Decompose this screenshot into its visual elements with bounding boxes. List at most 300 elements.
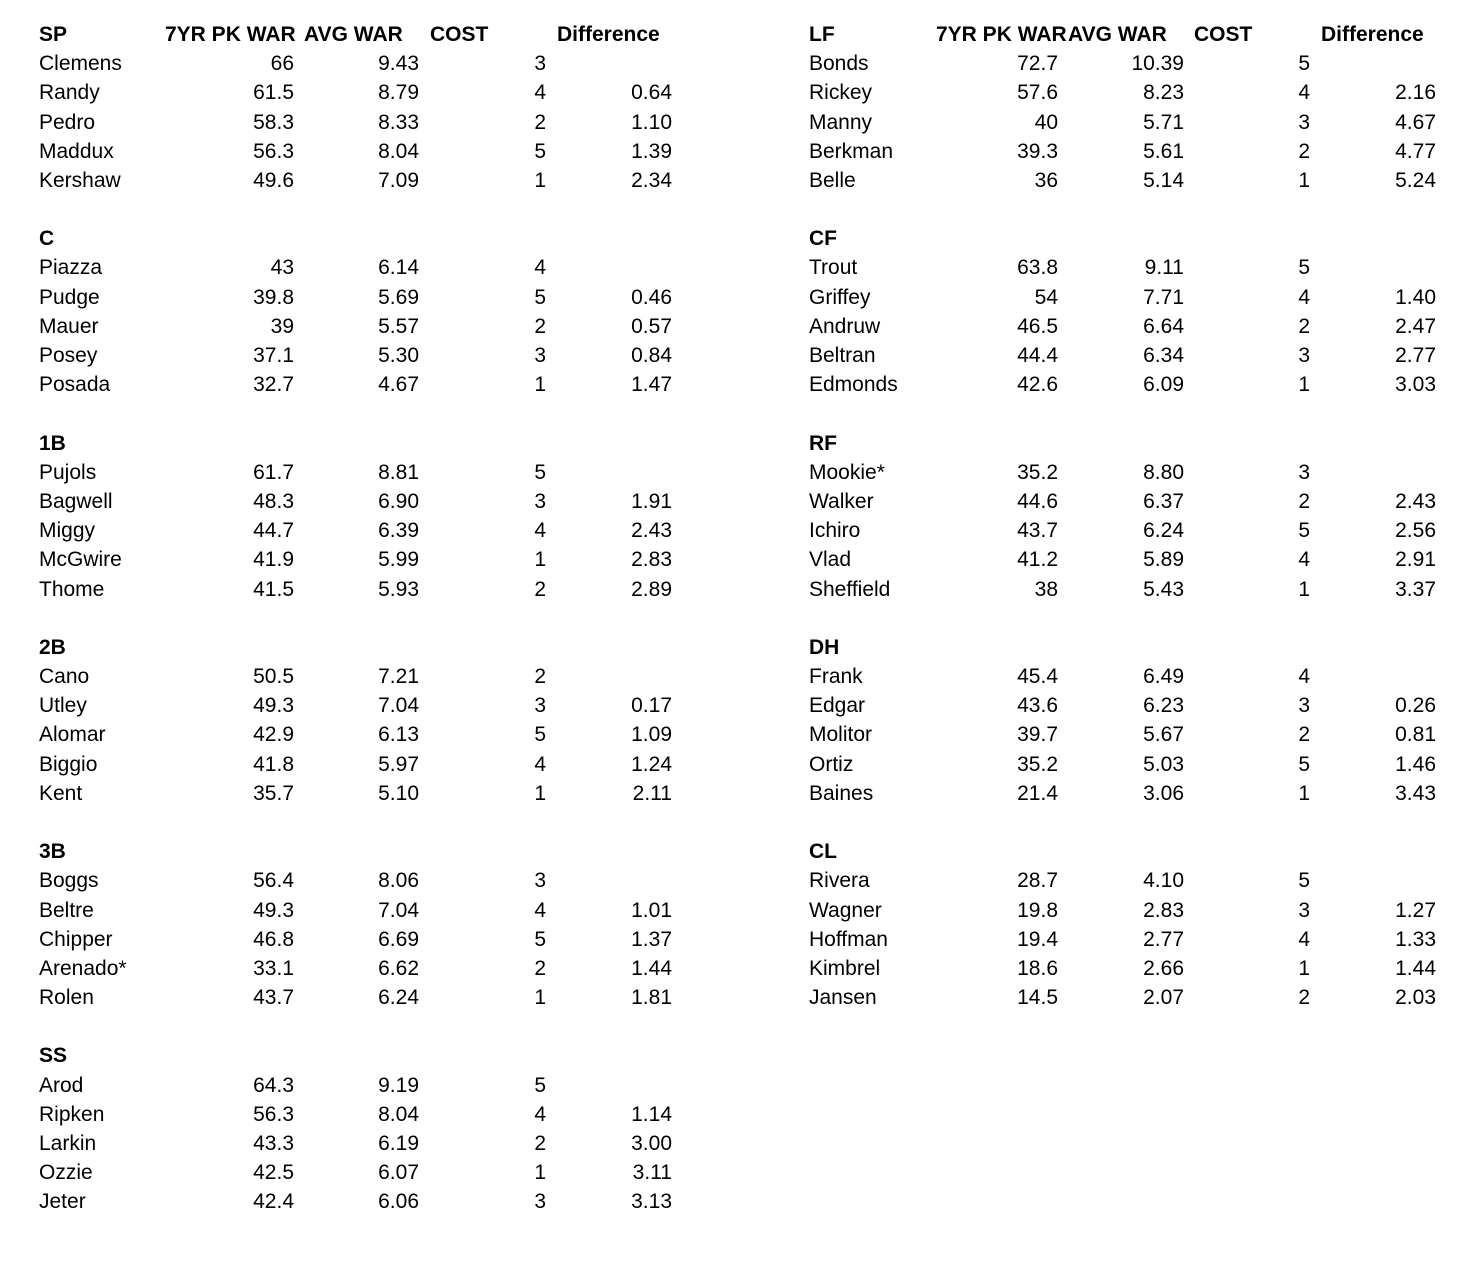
cost-value: 4	[1298, 665, 1310, 689]
player-name: Jeter	[39, 1190, 86, 1214]
avg-war-value: 8.04	[378, 139, 419, 163]
avg-war-value: 4.67	[378, 373, 419, 397]
peak-war-value: 18.6	[1017, 956, 1058, 980]
difference-value: 2.56	[1395, 519, 1436, 543]
player-row	[0, 516, 700, 545]
cost-value: 3	[534, 489, 546, 513]
player-row	[770, 516, 1458, 545]
difference-value: 2.89	[631, 577, 672, 601]
cost-value: 4	[534, 752, 546, 776]
player-row	[770, 253, 1458, 282]
player-name: Kershaw	[39, 168, 121, 192]
player-row	[0, 312, 700, 341]
avg-war-value: 6.37	[1143, 489, 1184, 513]
player-name: Rolen	[39, 986, 94, 1010]
peak-war-value: 39.7	[1017, 723, 1058, 747]
cost-value: 5	[534, 285, 546, 309]
cost-value: 4	[1298, 285, 1310, 309]
player-name: Ichiro	[809, 519, 861, 543]
peak-war-value: 42.6	[1017, 373, 1058, 397]
position-group-cl	[770, 837, 1458, 1041]
player-row	[0, 283, 700, 312]
position-label: CF	[809, 227, 837, 251]
difference-value: 0.17	[631, 694, 672, 718]
peak-war-value: 64.3	[253, 1073, 294, 1097]
position-label: 2B	[39, 635, 66, 659]
group-header-row	[0, 429, 700, 458]
player-row	[770, 866, 1458, 895]
player-row	[0, 370, 700, 399]
player-name: Utley	[39, 694, 87, 718]
player-row	[0, 458, 700, 487]
player-name: Ripken	[39, 1102, 105, 1126]
avg-war-value: 5.14	[1143, 168, 1184, 192]
avg-war-value: 2.66	[1143, 956, 1184, 980]
player-row	[0, 983, 700, 1012]
difference-value: 1.14	[631, 1102, 672, 1126]
player-row	[0, 575, 700, 604]
avg-war-value: 4.10	[1143, 869, 1184, 893]
player-name: Boggs	[39, 869, 99, 893]
player-name: Chipper	[39, 927, 113, 951]
peak-war-value: 56.3	[253, 139, 294, 163]
cost-value: 2	[1298, 489, 1310, 513]
cost-value: 4	[534, 1102, 546, 1126]
player-row	[0, 954, 700, 983]
peak-war-value: 54	[1034, 285, 1058, 309]
player-name: Manny	[809, 110, 873, 134]
player-name: Rivera	[809, 869, 870, 893]
player-name: Belle	[809, 168, 856, 192]
peak-war-value: 44.4	[1017, 344, 1058, 368]
player-row	[0, 49, 700, 78]
cost-value: 3	[534, 344, 546, 368]
cost-value: 1	[1298, 577, 1310, 601]
peak-war-value: 50.5	[253, 665, 294, 689]
player-name: Andruw	[809, 314, 881, 338]
player-row	[770, 166, 1458, 195]
peak-war-value: 43.7	[253, 986, 294, 1010]
peak-war-value: 61.7	[253, 460, 294, 484]
peak-war-value: 42.9	[253, 723, 294, 747]
peak-war-value: 35.7	[253, 781, 294, 805]
cost-value: 1	[1298, 168, 1310, 192]
column-header-cost: COST	[430, 23, 489, 46]
difference-value: 1.44	[1395, 956, 1436, 980]
group-header-row	[770, 837, 1458, 866]
cost-value: 2	[534, 1132, 546, 1156]
player-name: McGwire	[39, 548, 122, 572]
avg-war-value: 6.24	[1143, 519, 1184, 543]
difference-value: 0.46	[631, 285, 672, 309]
difference-value: 4.77	[1395, 139, 1436, 163]
difference-value: 1.47	[631, 373, 672, 397]
position-group-ss	[0, 1041, 700, 1245]
avg-war-value: 8.06	[378, 869, 419, 893]
peak-war-value: 39.8	[253, 285, 294, 309]
peak-war-value: 19.4	[1017, 927, 1058, 951]
player-name: Beltran	[809, 344, 876, 368]
peak-war-value: 43	[270, 256, 294, 280]
cost-value: 2	[534, 110, 546, 134]
cost-value: 4	[534, 81, 546, 105]
avg-war-value: 5.57	[378, 314, 419, 338]
peak-war-value: 56.3	[253, 1102, 294, 1126]
avg-war-value: 8.80	[1143, 460, 1184, 484]
peak-war-value: 41.2	[1017, 548, 1058, 572]
player-name: Bonds	[809, 52, 869, 76]
difference-value: 0.57	[631, 314, 672, 338]
cost-value: 3	[534, 1190, 546, 1214]
avg-war-value: 9.11	[1144, 256, 1184, 280]
group-header-row	[770, 633, 1458, 662]
player-row	[770, 545, 1458, 574]
difference-value: 5.24	[1395, 168, 1436, 192]
position-group-rf	[770, 429, 1458, 633]
cost-value: 3	[1298, 110, 1310, 134]
difference-value: 1.10	[631, 110, 672, 134]
group-header-row	[770, 429, 1458, 458]
peak-war-value: 61.5	[253, 81, 294, 105]
cost-value: 3	[534, 869, 546, 893]
peak-war-value: 56.4	[253, 869, 294, 893]
difference-value: 1.24	[631, 752, 672, 776]
player-name: Randy	[39, 81, 100, 105]
player-name: Edgar	[809, 694, 866, 718]
column-header-avg: AVG WAR	[1068, 23, 1167, 46]
avg-war-value: 7.71	[1143, 285, 1184, 309]
player-name: Pudge	[39, 285, 100, 309]
cost-value: 2	[1298, 139, 1310, 163]
player-row	[0, 866, 700, 895]
position-label: SS	[39, 1044, 68, 1068]
player-row	[0, 1071, 700, 1100]
cost-value: 2	[534, 577, 546, 601]
avg-war-value: 5.93	[378, 577, 419, 601]
peak-war-value: 35.2	[1017, 460, 1058, 484]
peak-war-value: 45.4	[1017, 665, 1058, 689]
difference-value: 4.67	[1395, 110, 1436, 134]
peak-war-value: 43.3	[253, 1132, 294, 1156]
cost-value: 5	[1298, 869, 1310, 893]
peak-war-value: 48.3	[253, 489, 294, 513]
group-header-row	[0, 224, 700, 253]
cost-value: 2	[1298, 314, 1310, 338]
peak-war-value: 44.7	[253, 519, 294, 543]
difference-value: 1.33	[1395, 927, 1436, 951]
avg-war-value: 5.67	[1143, 723, 1184, 747]
position-group-1b	[0, 429, 700, 633]
player-name: Alomar	[39, 723, 106, 747]
peak-war-value: 28.7	[1017, 869, 1058, 893]
peak-war-value: 49.3	[253, 898, 294, 922]
player-row	[770, 370, 1458, 399]
avg-war-value: 3.06	[1143, 781, 1184, 805]
column-header-diff: Difference	[1321, 23, 1424, 46]
player-row	[0, 1187, 700, 1216]
position-label: 1B	[39, 431, 66, 455]
cost-value: 1	[1298, 956, 1310, 980]
avg-war-value: 7.09	[378, 168, 419, 192]
player-row	[0, 779, 700, 808]
player-name: Mauer	[39, 314, 99, 338]
peak-war-value: 44.6	[1017, 489, 1058, 513]
player-row	[0, 166, 700, 195]
player-row	[0, 662, 700, 691]
player-name: Cano	[39, 665, 90, 689]
cost-value: 4	[1298, 81, 1310, 105]
group-header-row	[0, 633, 700, 662]
avg-war-value: 6.90	[378, 489, 419, 513]
cost-value: 5	[1298, 519, 1310, 543]
peak-war-value: 33.1	[253, 956, 294, 980]
peak-war-value: 41.5	[253, 577, 294, 601]
difference-value: 0.26	[1395, 694, 1436, 718]
difference-value: 1.46	[1395, 752, 1436, 776]
player-name: Rickey	[809, 81, 873, 105]
player-name: Berkman	[809, 139, 894, 163]
cost-value: 4	[534, 519, 546, 543]
peak-war-value: 19.8	[1017, 898, 1058, 922]
cost-value: 3	[534, 694, 546, 718]
avg-war-value: 6.34	[1143, 344, 1184, 368]
avg-war-value: 6.69	[378, 927, 419, 951]
peak-war-value: 43.6	[1017, 694, 1058, 718]
difference-value: 3.13	[631, 1190, 672, 1214]
peak-war-value: 41.9	[253, 548, 294, 572]
difference-value: 1.81	[631, 986, 672, 1010]
column-header-peak: 7YR PK WAR	[936, 23, 1067, 46]
player-row	[770, 78, 1458, 107]
player-name: Beltre	[39, 898, 94, 922]
avg-war-value: 5.10	[378, 781, 419, 805]
group-header-row	[0, 20, 700, 49]
player-row	[0, 896, 700, 925]
difference-value: 2.34	[631, 168, 672, 192]
difference-value: 1.37	[631, 927, 672, 951]
player-row	[770, 341, 1458, 370]
column-header-cost: COST	[1194, 23, 1253, 46]
peak-war-value: 57.6	[1017, 81, 1058, 105]
avg-war-value: 7.04	[378, 898, 419, 922]
player-name: Vlad	[809, 548, 852, 572]
group-header-row	[770, 20, 1458, 49]
cost-value: 3	[534, 52, 546, 76]
player-row	[770, 458, 1458, 487]
player-row	[0, 750, 700, 779]
peak-war-value: 37.1	[253, 344, 294, 368]
peak-war-value: 46.8	[253, 927, 294, 951]
player-row	[0, 487, 700, 516]
peak-war-value: 72.7	[1017, 52, 1058, 76]
difference-value: 2.83	[631, 548, 672, 572]
avg-war-value: 5.43	[1143, 577, 1184, 601]
avg-war-value: 6.07	[378, 1161, 419, 1185]
peak-war-value: 58.3	[253, 110, 294, 134]
difference-value: 1.40	[1395, 285, 1436, 309]
peak-war-value: 42.4	[253, 1190, 294, 1214]
cost-value: 5	[1298, 52, 1310, 76]
position-label: LF	[809, 23, 835, 46]
avg-war-value: 6.09	[1143, 373, 1184, 397]
difference-value: 1.27	[1395, 898, 1436, 922]
avg-war-value: 8.23	[1143, 81, 1184, 105]
peak-war-value: 39	[270, 314, 294, 338]
peak-war-value: 40	[1034, 110, 1058, 134]
difference-value: 0.84	[631, 344, 672, 368]
difference-value: 1.91	[631, 489, 672, 513]
peak-war-value: 21.4	[1017, 781, 1058, 805]
player-row	[0, 78, 700, 107]
peak-war-value: 38	[1034, 577, 1058, 601]
player-row	[770, 954, 1458, 983]
player-row	[770, 312, 1458, 341]
player-name: Frank	[809, 665, 863, 689]
cost-value: 4	[534, 256, 546, 280]
cost-value: 2	[534, 314, 546, 338]
player-row	[770, 487, 1458, 516]
player-name: Miggy	[39, 519, 96, 543]
peak-war-value: 49.3	[253, 694, 294, 718]
player-name: Arod	[39, 1073, 84, 1097]
player-row	[770, 283, 1458, 312]
cost-value: 4	[534, 898, 546, 922]
cost-value: 3	[1298, 694, 1310, 718]
position-label: 3B	[39, 840, 66, 864]
difference-value: 1.09	[631, 723, 672, 747]
avg-war-value: 8.33	[378, 110, 419, 134]
group-header-row	[0, 1041, 700, 1070]
player-row	[770, 691, 1458, 720]
avg-war-value: 7.21	[378, 665, 419, 689]
difference-value: 2.16	[1395, 81, 1436, 105]
avg-war-value: 8.04	[378, 1102, 419, 1126]
avg-war-value: 5.89	[1143, 548, 1184, 572]
cost-value: 4	[1298, 548, 1310, 572]
avg-war-value: 5.99	[378, 548, 419, 572]
player-name: Clemens	[39, 52, 122, 76]
player-name: Pujols	[39, 460, 97, 484]
avg-war-value: 5.69	[378, 285, 419, 309]
player-name: Hoffman	[809, 927, 888, 951]
player-name: Biggio	[39, 752, 98, 776]
peak-war-value: 35.2	[1017, 752, 1058, 776]
avg-war-value: 6.39	[378, 519, 419, 543]
cost-value: 2	[1298, 986, 1310, 1010]
difference-value: 3.11	[632, 1161, 672, 1185]
player-name: Thome	[39, 577, 105, 601]
peak-war-value: 49.6	[253, 168, 294, 192]
player-name: Kimbrel	[809, 956, 881, 980]
player-name: Ozzie	[39, 1161, 93, 1185]
difference-value: 2.11	[632, 781, 672, 805]
avg-war-value: 5.71	[1143, 110, 1184, 134]
avg-war-value: 6.24	[378, 986, 419, 1010]
position-label: CL	[809, 840, 837, 864]
difference-value: 2.43	[1395, 489, 1436, 513]
peak-war-value: 42.5	[253, 1161, 294, 1185]
avg-war-value: 9.19	[378, 1073, 419, 1097]
player-row	[770, 925, 1458, 954]
player-row	[0, 253, 700, 282]
position-group-cf	[770, 224, 1458, 428]
position-group-lf	[770, 20, 1458, 224]
player-row	[770, 49, 1458, 78]
avg-war-value: 2.77	[1143, 927, 1184, 951]
peak-war-value: 66	[270, 52, 294, 76]
position-group-3b	[0, 837, 700, 1041]
peak-war-value: 32.7	[253, 373, 294, 397]
player-row	[770, 896, 1458, 925]
avg-war-value: 6.13	[378, 723, 419, 747]
position-group-sp	[0, 20, 700, 224]
right-column	[770, 20, 1458, 1041]
player-row	[0, 1158, 700, 1187]
player-row	[0, 720, 700, 749]
peak-war-value: 36	[1034, 168, 1058, 192]
difference-value: 3.37	[1395, 577, 1436, 601]
avg-war-value: 6.49	[1143, 665, 1184, 689]
peak-war-value: 41.8	[253, 752, 294, 776]
column-header-peak: 7YR PK WAR	[165, 23, 296, 46]
avg-war-value: 5.30	[378, 344, 419, 368]
player-name: Kent	[39, 781, 83, 805]
difference-value: 2.47	[1395, 314, 1436, 338]
peak-war-value: 63.8	[1017, 256, 1058, 280]
cost-value: 3	[1298, 460, 1310, 484]
cost-value: 2	[534, 665, 546, 689]
avg-war-value: 6.64	[1143, 314, 1184, 338]
player-row	[770, 720, 1458, 749]
difference-value: 0.64	[631, 81, 672, 105]
avg-war-value: 7.04	[378, 694, 419, 718]
difference-value: 3.00	[631, 1132, 672, 1156]
player-name: Trout	[809, 256, 858, 280]
player-name: Ortiz	[809, 752, 854, 776]
player-name: Pedro	[39, 110, 96, 134]
player-name: Posey	[39, 344, 98, 368]
player-row	[0, 1129, 700, 1158]
column-header-avg: AVG WAR	[304, 23, 403, 46]
difference-value: 2.43	[631, 519, 672, 543]
player-row	[0, 137, 700, 166]
cost-value: 1	[534, 986, 546, 1010]
player-row	[770, 662, 1458, 691]
avg-war-value: 6.19	[378, 1132, 419, 1156]
player-name: Maddux	[39, 139, 114, 163]
player-row	[770, 108, 1458, 137]
cost-value: 1	[534, 168, 546, 192]
difference-value: 2.03	[1395, 986, 1436, 1010]
peak-war-value: 14.5	[1017, 986, 1058, 1010]
column-header-diff: Difference	[557, 23, 660, 46]
group-header-row	[0, 837, 700, 866]
avg-war-value: 9.43	[378, 52, 419, 76]
player-row	[770, 779, 1458, 808]
player-row	[770, 983, 1458, 1012]
cost-value: 3	[1298, 898, 1310, 922]
cost-value: 5	[1298, 752, 1310, 776]
peak-war-value: 46.5	[1017, 314, 1058, 338]
player-row	[0, 1100, 700, 1129]
position-label: C	[39, 227, 55, 251]
cost-value: 1	[1298, 373, 1310, 397]
group-header-row	[770, 224, 1458, 253]
cost-value: 4	[1298, 927, 1310, 951]
difference-value: 1.44	[631, 956, 672, 980]
avg-war-value: 6.23	[1143, 694, 1184, 718]
player-name: Posada	[39, 373, 111, 397]
